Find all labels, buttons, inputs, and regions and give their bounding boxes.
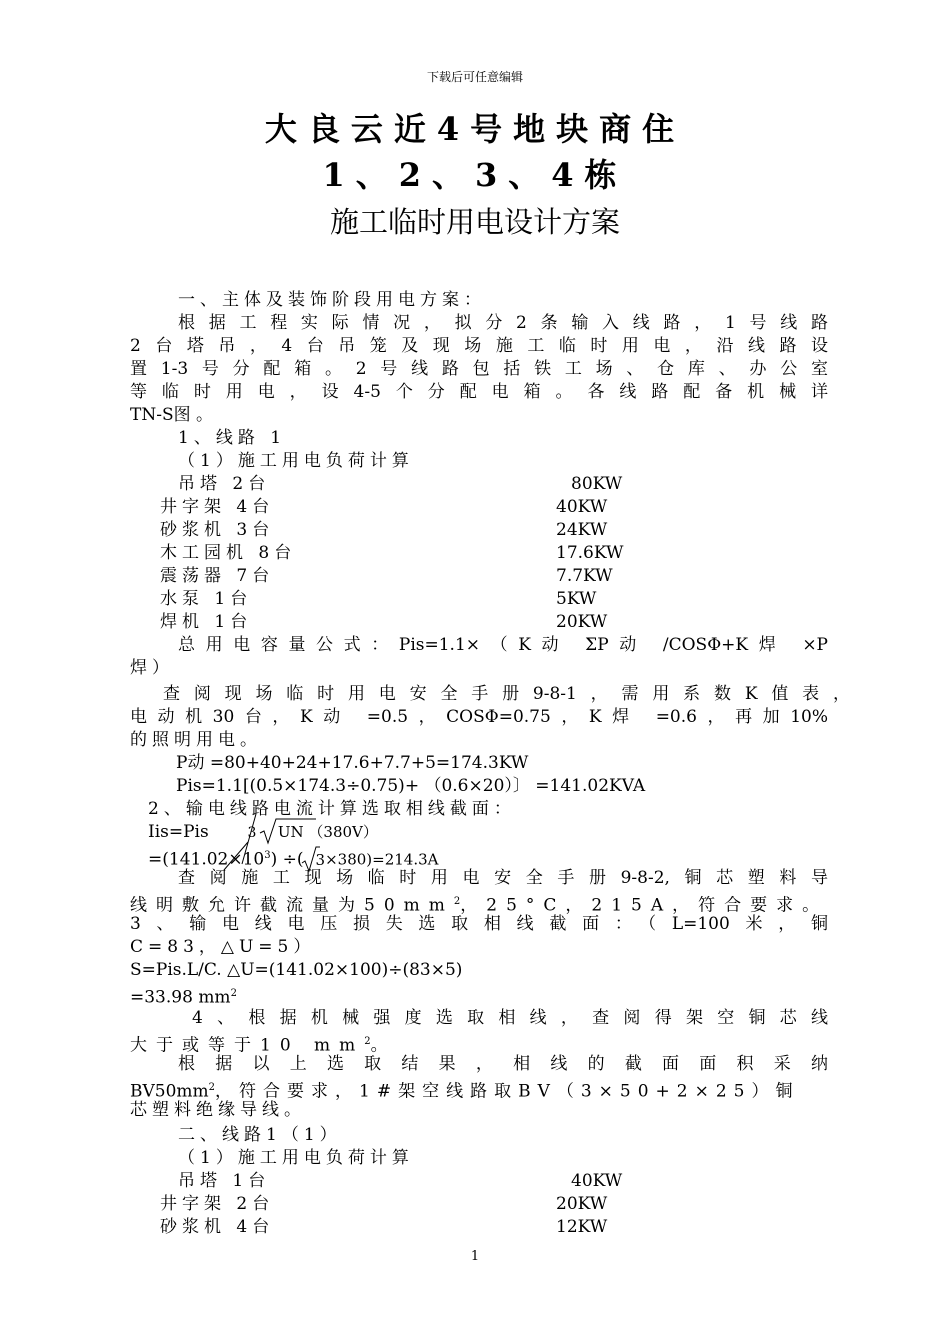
equipment-name: 砂浆机 4台 [160, 1217, 275, 1237]
load-calc-heading-2: （1）施工用电负荷计算 [178, 1148, 414, 1168]
equipment-value: 80KW [571, 474, 623, 494]
reference-1-line-2: 电动机30台，K动 =0.5，COSΦ=0.75，K焊 =0.6，再加10% [130, 707, 828, 727]
s-formula: S=Pis.L/C. △U=(141.02×100)÷(83×5) [130, 960, 463, 980]
equipment-name: 井字架 4台 [160, 497, 275, 517]
equipment-value: 20KW [556, 1194, 608, 1214]
equipment-name: 井字架 2台 [160, 1194, 275, 1214]
load-calc-heading: （1）施工用电负荷计算 [178, 451, 414, 471]
reference-1-line-3: 的照明用电。 [130, 730, 262, 750]
current-formula-line-1: Iis=Pis 3 UN （380V） [148, 821, 378, 845]
equipment-name: 吊塔 1台 [178, 1171, 271, 1191]
equipment-value: 5KW [556, 589, 597, 609]
section-4-line-2: 大于或等于10 $mm^2$。 [130, 1035, 388, 1056]
title-line-1: 大良云近4号地块商住 [264, 110, 686, 148]
equipment-name: 吊塔 2台 [178, 474, 271, 494]
reference-2-line-1: 查阅施工现场临时用电安全手册9-8-2,铜芯塑料导 [178, 868, 828, 888]
equipment-name: 砂浆机 3台 [160, 520, 275, 540]
equipment-name: 焊机 1台 [160, 612, 253, 632]
conclusion-line-1: 根据以上选取结果，相线的截面面积采纳 [178, 1054, 828, 1074]
equipment-name: 木工园机 8台 [160, 543, 297, 563]
equipment-value: 40KW [556, 497, 608, 517]
equipment-value: 12KW [556, 1217, 608, 1237]
page-number: 1 [470, 1249, 480, 1264]
section-4-line-1: 4、根据机械强度选取相线，查阅得架空铜芯线 [192, 1008, 828, 1028]
section-1-heading: 一、主体及装饰阶段用电方案： [178, 290, 486, 310]
paragraph-1-line-2: 2台塔吊，4台吊笼及现场施工临时用电，沿线路设 [130, 336, 828, 356]
section-b-heading: 二、线路1（1） [178, 1125, 342, 1145]
conclusion-line-3: 芯塑料绝缘导线。 [130, 1100, 306, 1120]
sqrt-icon: UN （380V） [262, 821, 378, 844]
reference-2-line-2: 线明敷允许截流量为$50mm^2$，25°C，215A，符合要求。 [130, 895, 829, 916]
p-dynamic-result: P动 =80+40+24+17.6+7.7+5=174.3KW [176, 753, 529, 773]
paragraph-1-line-5: TN-S图 。 [130, 405, 214, 425]
conclusion-line-2: $BV50mm^2$，符合要求，1#架空线路取BV（3×50+2×25）铜 [130, 1081, 800, 1102]
page-header: 下载后可任意编辑 [426, 70, 523, 84]
equipment-value: 17.6KW [556, 543, 624, 563]
reference-1-line-1: 查阅现场临时用电安全手册9-8-1，需用系数K值表， [163, 684, 850, 704]
section-3-line-1: 3、输电线电压损失选取相线截面：（L=100米，铜 [130, 914, 828, 934]
formula-line-2: 焊） [130, 658, 174, 678]
pis-result: Pis=1.1[(0.5×174.3÷0.75)+ （0.6×20）〕 =141.02KVA [176, 776, 646, 796]
paragraph-1-line-1: 根据工程实际情况，拟分2条输入线路，1号线路 [178, 313, 828, 333]
sqrt-icon: 3 [304, 849, 326, 872]
s-result: =33.98 $mm^2$ [130, 987, 237, 1008]
paragraph-1-line-3: 置1-3号分配箱。2号线路包括铁工场、仓库、办公室 [130, 359, 828, 379]
equipment-value: 20KW [556, 612, 608, 632]
paragraph-1-line-4: 等临时用电，设4-5个分配电箱。各线路配备机械详 [130, 382, 828, 402]
current-formula-line-2: $=(141.02\times 10^3)$ ÷( 3×380)=214.3A [148, 844, 439, 872]
division-slash-icon [186, 812, 266, 872]
equipment-value: 7.7KW [556, 566, 613, 586]
formula-line-1: 总用电容量公式：Pis=1.1×（K动 ΣP动 /COSΦ+K焊 ×P [178, 635, 828, 655]
section-2-heading: 2、输电线路电流计算选取相线截面： [148, 799, 516, 819]
line-1-heading: 1、线路 1 [178, 428, 287, 448]
equipment-name: 震荡器 7台 [160, 566, 275, 586]
equipment-name: 水泵 1台 [160, 589, 253, 609]
title-line-3: 施工临时用电设计方案 [329, 205, 620, 239]
equipment-value: 40KW [571, 1171, 623, 1191]
equipment-value: 24KW [556, 520, 608, 540]
section-3-line-2: C=83，△U=5） [130, 937, 316, 957]
title-line-2: 1、2、3、4栋 [322, 156, 628, 194]
